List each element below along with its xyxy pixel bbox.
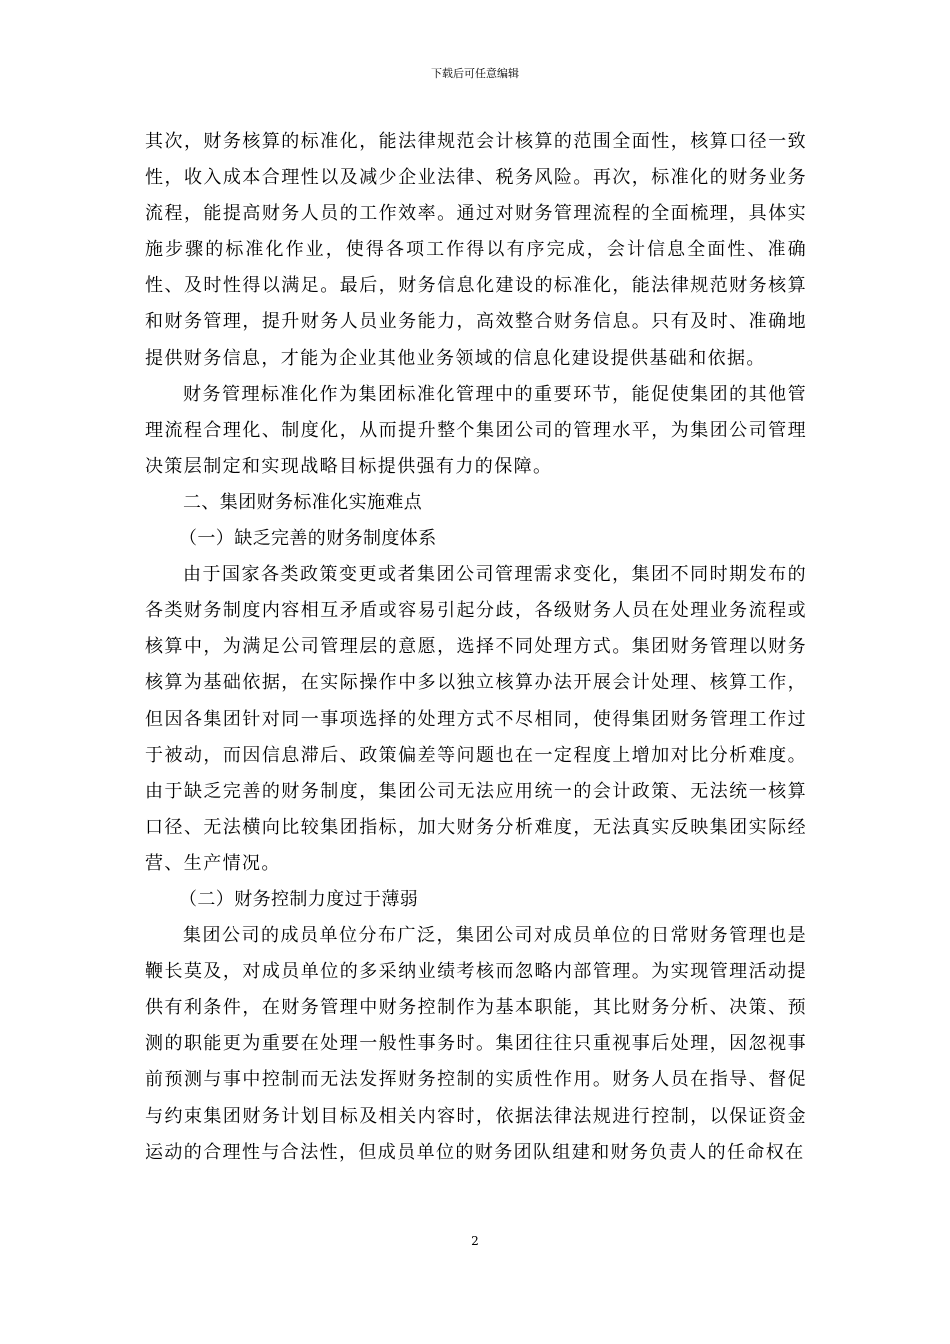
- paragraph: 其次，财务核算的标准化，能法律规范会计核算的范围全面性，核算口径一致性，收入成本合理性以及减少企业法律、税务风险。再次，标准化的财务业务流程，能提高财务人员的工作效率。通过对财务管理流程的全面梳理，具体实施步骤的标准化作业，使得各项工作得以有序完成，会计信息全面性、准确性、及时性得以满足。最后，财务信息化建设的标准化，能法律规范财务核算和财务管理，提升财务人员业务能力，高效整合财务信息。只有及时、准确地提供财务信息，才能为企业其他业务领域的信息化建设提供基础和依据。: [145, 131, 807, 369]
- subsection-heading: （二）财务控制力度过于薄弱: [179, 888, 419, 910]
- page-header: 下载后可任意编辑: [431, 67, 519, 80]
- paragraph: 集团公司的成员单位分布广泛，集团公司对成员单位的日常财务管理也是鞭长莫及，对成员单位的多采纳业绩考核而忽略内部管理。为实现管理活动提供有利条件，在财务管理中财务控制作为基本职能，其比财务分析、决策、预测的职能更为重要在处理一般性事务时。集团往往只重视事后处理，因忽视事前预测与事中控制而无法发挥财务控制的实质性作用。财务人员在指导、督促与约束集团财务计划目标及相关内容时，依据法律法规进行控制，以保证资金运动的合理性与合法性，但成员单位的财务团队组建和财务负责人的任命权在: [145, 925, 807, 1163]
- page-number: 2: [471, 1234, 479, 1248]
- paragraph: 由于国家各类政策变更或者集团公司管理需求变化，集团不同时期发布的各类财务制度内容相互矛盾或容易引起分歧，各级财务人员在处理业务流程或核算中，为满足公司管理层的意愿，选择不同处理方式。集团财务管理以财务核算为基础依据，在实际操作中多以独立核算办法开展会计处理、核算工作，但因各集团针对同一事项选择的处理方式不尽相同，使得集团财务管理工作过于被动，而因信息滞后、政策偏差等问题也在一定程度上增加对比分析难度。由于缺乏完善的财务制度，集团公司无法应用统一的会计政策、无法统一核算口径、无法横向比较集团指标，加大财务分析难度，无法真实反映集团实际经营、生产情况。: [145, 564, 807, 874]
- section-heading: 二、集团财务标准化实施难点: [183, 491, 423, 513]
- subsection-heading: （一）缺乏完善的财务制度体系: [179, 528, 437, 550]
- document-body: [145, 124, 807, 1171]
- paragraph: 财务管理标准化作为集团标准化管理中的重要环节，能促使集团的其他管理流程合理化、制度化，从而提升整个集团公司的管理水平，为集团公司管理决策层制定和实现战略目标提供强有力的保障。: [145, 383, 807, 477]
